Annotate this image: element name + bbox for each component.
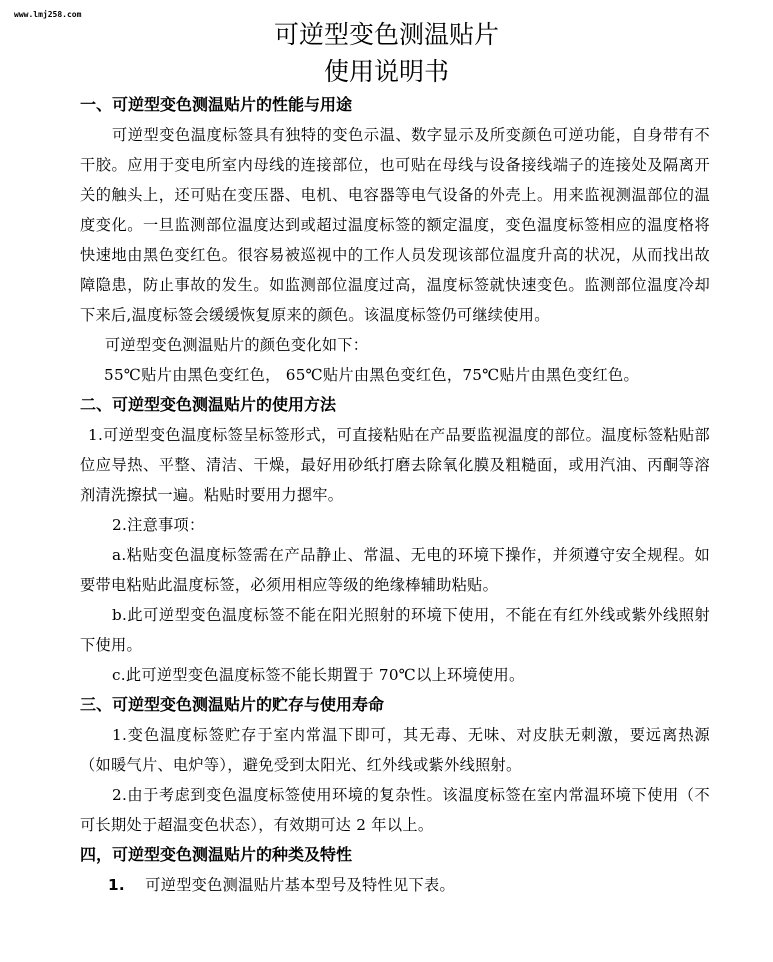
- section-types: [80, 840, 710, 900]
- paragraph: 1.变色温度标签贮存于室内常温下即可，其无毒、无味、对皮肤无刺激，要远离热源（如暖气片、电炉等），避免受到太阳光、红外线或紫外线照射。: [80, 726, 710, 774]
- list-item: [80, 870, 710, 900]
- paragraph: 可逆型变色测温贴片的颜色变化如下：: [105, 336, 369, 354]
- document-title: 可逆型变色测温贴片: [273, 20, 499, 49]
- paragraph: 2.由于考虑到变色温度标签使用环境的复杂性。该温度标签在室内常温环境下使用（不可长期处于超温变色状态），有效期可达 2 年以上。: [80, 786, 710, 834]
- document-body: [80, 90, 710, 900]
- section-heading: 四，可逆型变色测温贴片的种类及特性: [80, 845, 353, 864]
- section-heading: 一、可逆型变色测温贴片的性能与用途: [80, 95, 353, 114]
- paragraph: 2.注意事项：: [112, 516, 205, 534]
- list-item-number: 1.: [108, 876, 125, 894]
- section-performance: [80, 90, 710, 390]
- paragraph: c.此可逆型变色温度标签不能长期置于 70℃以上环境使用。: [112, 666, 525, 684]
- section-storage: [80, 690, 710, 840]
- watermark: www.lmj258.com: [14, 10, 82, 19]
- paragraph: b.此可逆型变色温度标签不能在阳光照射的环境下使用，不能在有红外线或紫外线照射下使用。: [80, 606, 710, 654]
- paragraph: 可逆型变色温度标签具有独特的变色示温、数字显示及所变颜色可逆功能，自身带有不干胶。应用于变电所室内母线的连接部位，也可贴在母线与设备接线端子的连接处及隔离开关的触头上，还可贴在变压器、电机、电容器等电气设备的外壳上。用来监视测温部位的温度变化。一旦监测部位温度达到或超过温度标签的额定温度，变色温度标签相应的温度格将快速地由黑色变红色。很容易被巡视中的工作人员发现该部位温度升高的状况，从而找出故障隐患，防止事故的发生。如监测部位温度过高，温度标签就快速变色。监测部位温度冷却下来后,温度标签会缓缓恢复原来的颜色。该温度标签仍可继续使用。: [80, 126, 710, 324]
- temperature-color-list: 55℃贴片由黑色变红色， 65℃贴片由黑色变红色，75℃贴片由黑色变红色。: [104, 366, 639, 384]
- paragraph: 1.可逆型变色温度标签呈标签形式，可直接粘贴在产品要监视温度的部位。温度标签粘贴部位应导热、平整、清洁、干燥，最好用砂纸打磨去除氧化膜及粗糙面，或用汽油、丙酮等溶剂清洗擦拭一遍。粘贴时要用力摁牢。: [80, 426, 710, 504]
- list-item-text: 可逆型变色测温贴片基本型号及特性见下表。: [145, 876, 455, 894]
- section-heading: 二、可逆型变色测温贴片的使用方法: [80, 395, 337, 414]
- section-usage: [80, 390, 710, 690]
- paragraph: a.粘贴变色温度标签需在产品静止、常温、无电的环境下操作，并须遵守安全规程。如要带电粘贴此温度标签，必须用相应等级的绝缘棒辅助粘贴。: [80, 546, 710, 594]
- section-heading: 三、可逆型变色测温贴片的贮存与使用寿命: [80, 695, 385, 714]
- document-subtitle: 使用说明书: [323, 57, 449, 86]
